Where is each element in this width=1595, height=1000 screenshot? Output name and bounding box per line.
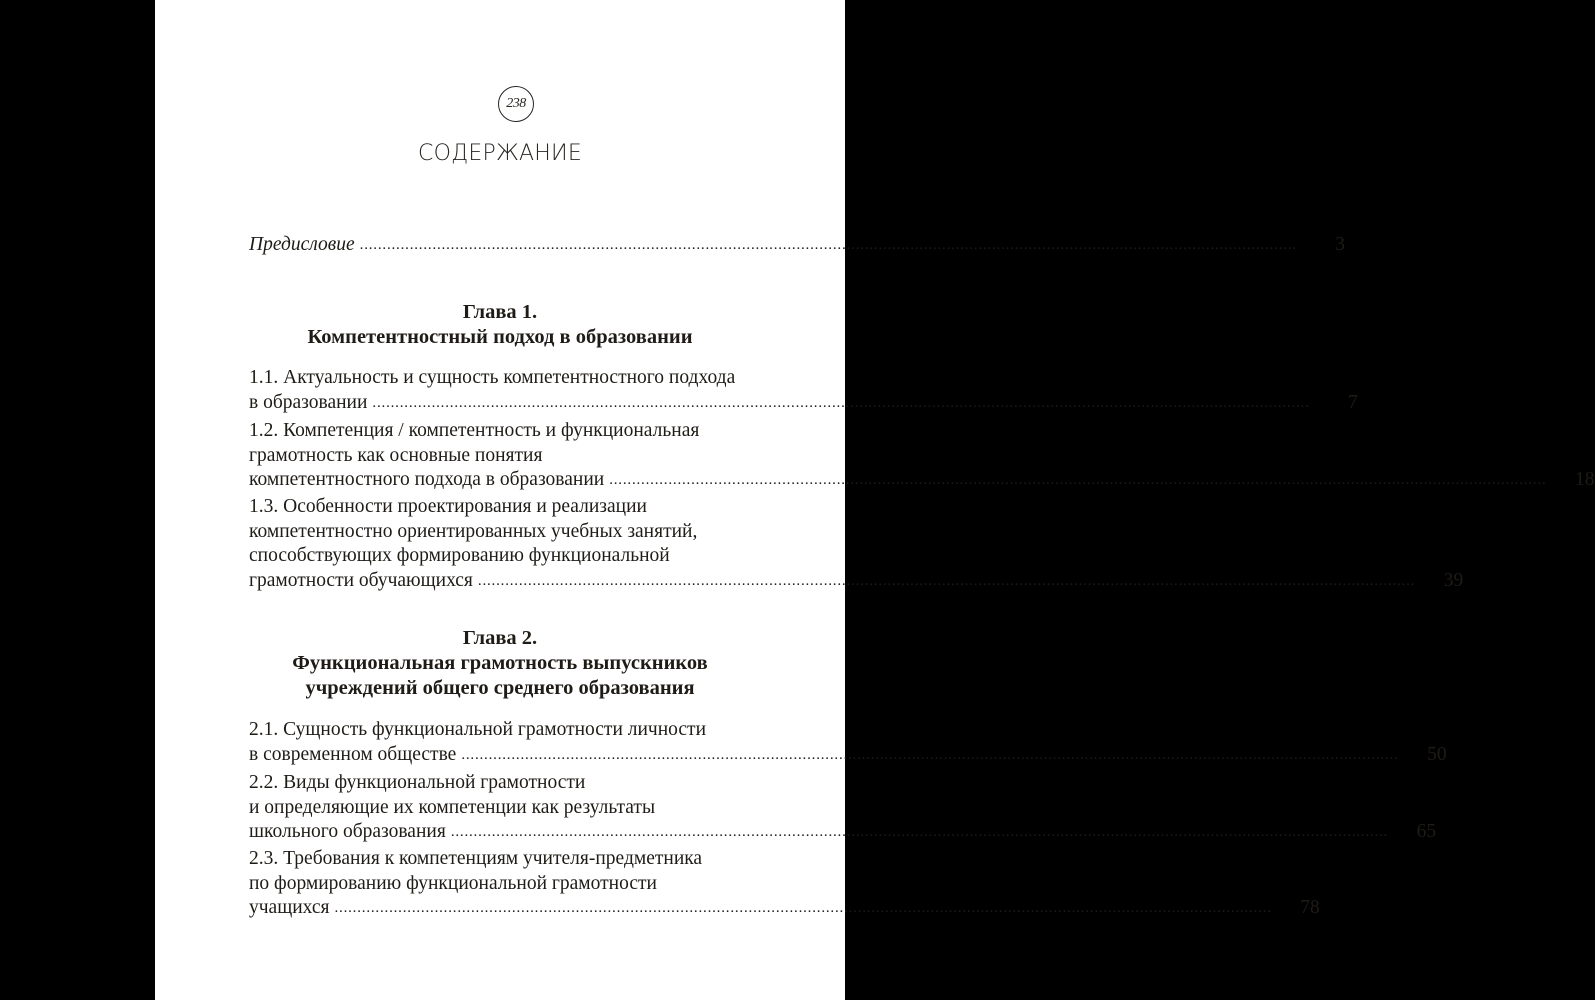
toc-entry-page: 18 (1575, 469, 1595, 490)
chapter-1-label: Глава 1. (462, 301, 538, 323)
toc-entry-page: 7 (1347, 391, 1358, 413)
toc-entry-line (249, 569, 1464, 594)
toc-entry-text: 2.3. Требования к компетенциям учителя-предметника (249, 848, 703, 869)
toc-entry-line (249, 495, 784, 520)
toc-entry-line (249, 796, 784, 821)
toc-entry-text: грамотность как основные понятия (249, 444, 543, 466)
toc-entry-text: 1.2. Компетенция / компетентность и функциональная (249, 420, 700, 441)
toc-entry-line (249, 847, 784, 872)
chapter-1-title: Компетентностный подход в образовании (307, 326, 693, 348)
toc-entry-1-3[interactable] (249, 495, 1464, 593)
toc-entry-line (249, 520, 784, 545)
toc-entry-line (249, 233, 1345, 258)
toc-entry-page: 65 (1416, 821, 1437, 842)
toc-entry-text: по формированию функциональной грамотности (249, 872, 657, 894)
toc-entry-text: грамотности обучающихся (249, 569, 473, 591)
toc-entry-text: компетентностно ориентированных учебных занятий, (249, 520, 698, 542)
dot-leader: .............................................................................................................................................................................................................. (609, 472, 1547, 488)
toc-entry-page: 39 (1443, 569, 1464, 591)
toc-entry-text: 2.2. Виды функциональной грамотности (249, 772, 586, 793)
book-page (155, 0, 1595, 1000)
toc-entry-text: в образовании (249, 391, 368, 413)
toc-entry-text: в современном обществе (249, 743, 457, 765)
toc-entry-text: 2.1. Сущность функциональной грамотности личности (249, 719, 707, 740)
toc-entry-preface[interactable] (249, 233, 1345, 258)
toc-entry-1-2[interactable] (249, 419, 1595, 493)
toc-entry-page: 78 (1300, 897, 1320, 918)
toc-entry-line (249, 419, 784, 444)
toc-entry-line (249, 896, 1320, 921)
dot-leader: .............................................................................................................................................................................................................. (450, 824, 1389, 840)
toc-entry-text: и определяющие их компетенции как результаты (249, 796, 656, 818)
page-number-badge: 238 (498, 86, 534, 122)
toc-entry-text: способствующих формированию функциональной (249, 545, 670, 566)
toc-entry-line (249, 544, 784, 569)
toc-entry-line (249, 743, 1447, 768)
toc-entry-2-1[interactable] (249, 718, 1447, 767)
toc-entry-line (249, 366, 784, 391)
toc-entry-line (249, 718, 784, 743)
toc-heading: СОДЕРЖАНИЕ (418, 141, 582, 166)
toc-entry-line (249, 820, 1437, 845)
toc-entry-line (249, 771, 784, 796)
toc-entry-text: 1.1. Актуальность и сущность компетентностного подхода (249, 367, 736, 388)
toc-entry-line (249, 468, 1595, 493)
chapter-2-label: Глава 2. (462, 627, 538, 649)
dot-leader: .............................................................................................................................................................................................................. (359, 237, 1297, 253)
toc-entry-page: 3 (1335, 234, 1345, 255)
dot-leader: .............................................................................................................................................................................................................. (372, 394, 1310, 411)
toc-entry-line (249, 444, 784, 469)
dot-leader: .............................................................................................................................................................................................................. (334, 900, 1272, 916)
toc-entry-2-3[interactable] (249, 847, 1320, 921)
chapter-2-title-line-1: Функциональная грамотность выпускников (292, 652, 708, 674)
toc-entry-text: компетентностного подхода в образовании (249, 469, 605, 490)
toc-entry-page: 50 (1427, 743, 1447, 765)
toc-entry-text: школьного образования (249, 821, 446, 842)
toc-entry-1-1[interactable] (249, 366, 1358, 415)
chapter-2-title-line-2: учреждений общего среднего образования (305, 677, 695, 699)
toc-entry-text: учащихся (249, 897, 330, 918)
toc-entry-title: Предисловие (249, 234, 355, 255)
toc-entry-text: 1.3. Особенности проектирования и реализации (249, 496, 647, 517)
dot-leader: .............................................................................................................................................................................................................. (477, 572, 1416, 589)
toc-entry-line (249, 391, 1358, 416)
toc-entry-2-2[interactable] (249, 771, 1437, 845)
toc-entry-line (249, 872, 784, 897)
dot-leader: .............................................................................................................................................................................................................. (461, 746, 1399, 763)
